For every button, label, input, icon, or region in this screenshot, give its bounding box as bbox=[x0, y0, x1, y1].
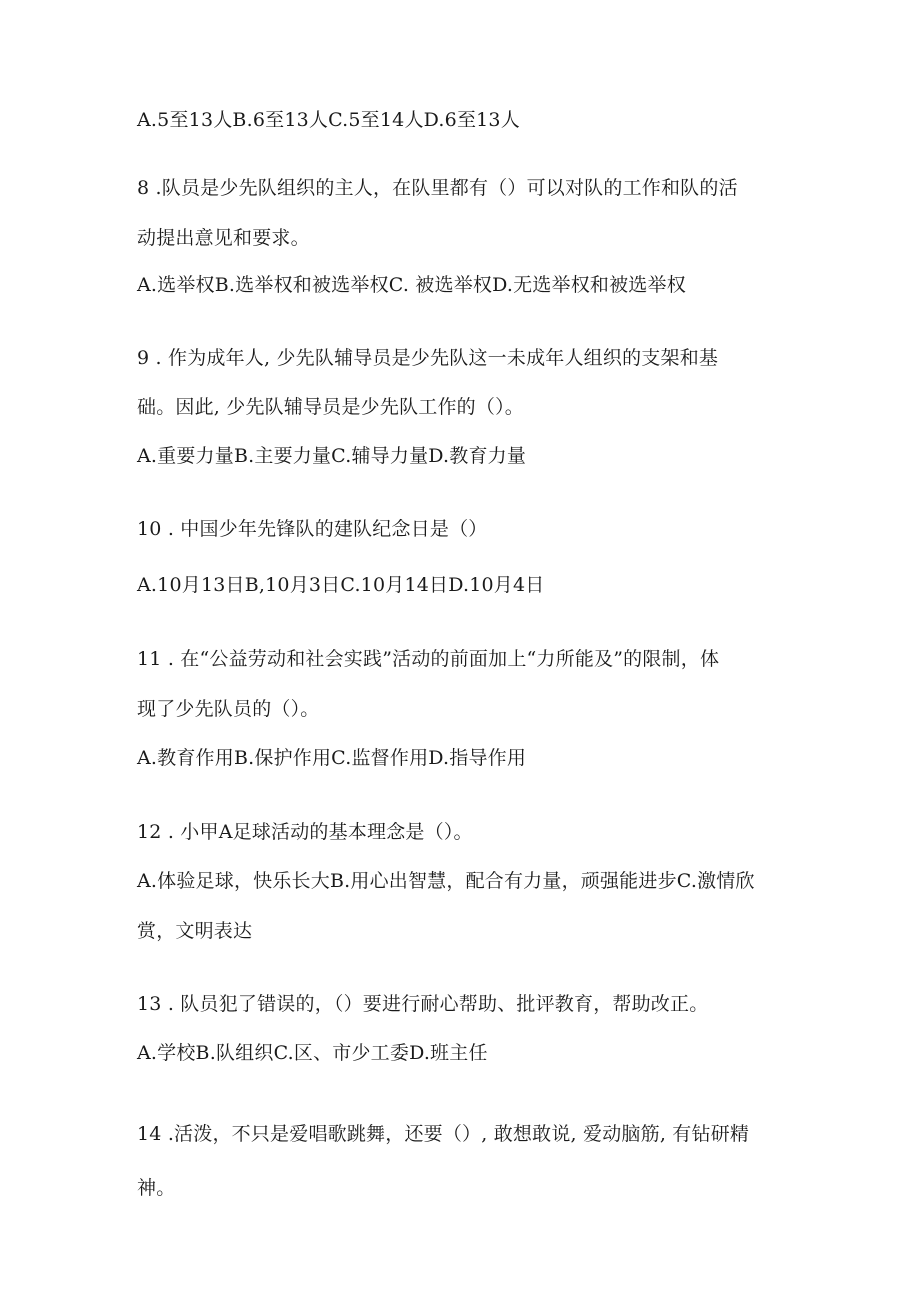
q9-options: A.重要力量B.主要力量C.辅导力量D.教育力量 bbox=[137, 445, 527, 467]
q9-text-line-2: 础。因此, 少先队辅导员是少先队工作的（）。 bbox=[137, 396, 524, 418]
q11-text-line-2: 现了少先队员的（）。 bbox=[137, 698, 320, 720]
q11-text-line-1: 11 . 在“公益劳动和社会实践”活动的前面加上“力所能及”的限制，体 bbox=[137, 648, 720, 670]
q8-text-line-1: 8 .队员是少先队组织的主人，在队里都有（）可以对队的工作和队的活 bbox=[137, 177, 738, 199]
q10-options: A.10月13日B,10月3日C.10月14日D.10月4日 bbox=[137, 574, 545, 596]
q11-options: A.教育作用B.保护作用C.监督作用D.指导作用 bbox=[137, 747, 527, 769]
q12-options-line-2: 赏，文明表达 bbox=[137, 920, 253, 942]
q12-text: 12 . 小甲A足球活动的基本理念是（）。 bbox=[137, 821, 473, 843]
q9-text-line-1: 9 . 作为成年人, 少先队辅导员是少先队这一未成年人组织的支架和基 bbox=[137, 347, 719, 369]
q8-options: A.选举权B.选举权和被选举权C. 被选举权D.无选举权和被选举权 bbox=[137, 274, 686, 296]
q8-text-line-2: 动提出意见和要求。 bbox=[137, 227, 310, 249]
q12-options-line-1: A.体验足球，快乐长大B.用心出智慧，配合有力量，顽强能进步C.激情欣 bbox=[137, 870, 755, 892]
q13-text: 13 . 队员犯了错误的，（）要进行耐心帮助、批评教育，帮助改正。 bbox=[137, 993, 709, 1015]
q7-options: A.5至13人B.6至13人C.5至14人D.6至13人 bbox=[137, 109, 520, 131]
q14-text-line-1: 14 .活泼，不只是爱唱歌跳舞，还要（）, 敢想敢说, 爱动脑筋, 有钻研精 bbox=[137, 1123, 750, 1145]
q14-text-line-2: 神。 bbox=[137, 1177, 176, 1199]
q10-text: 10 . 中国少年先锋队的建队纪念日是（） bbox=[137, 518, 488, 540]
q13-options: A.学校B.队组织C.区、市少工委D.班主任 bbox=[137, 1042, 488, 1064]
